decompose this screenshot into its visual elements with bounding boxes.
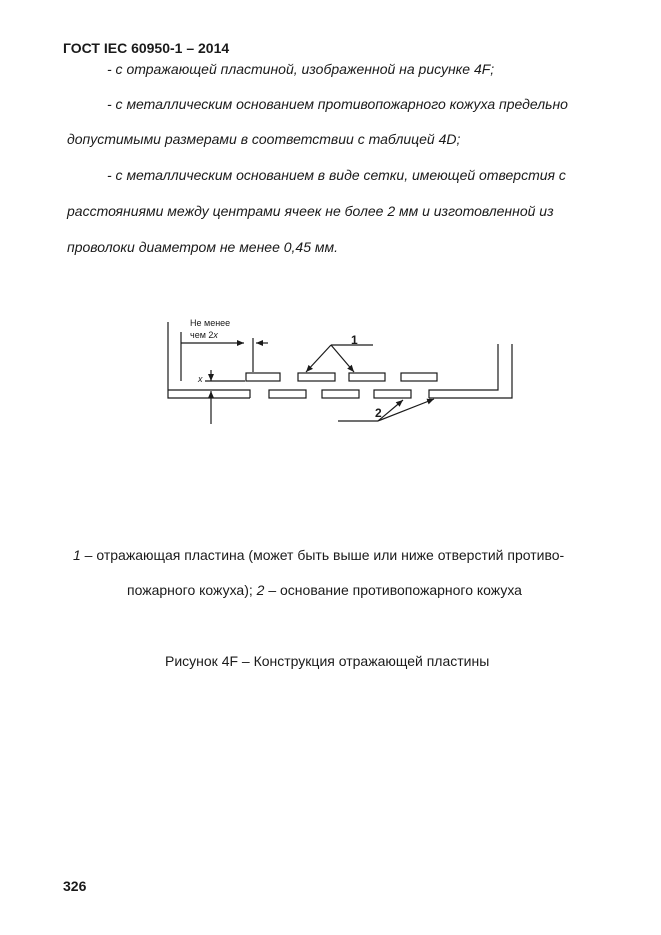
callout-1-label: 1 — [351, 333, 358, 347]
baffle-plate-3 — [349, 373, 385, 381]
figure-caption: Рисунок 4F – Конструкция отражающей пластины — [165, 653, 490, 669]
baffle-plate-1 — [246, 373, 280, 381]
body-line-5: расстояниями между центрами ячеек не более 2 мм и изготовленной из — [67, 203, 554, 219]
label-x: x — [198, 374, 203, 384]
callout-2-arrow-a — [378, 400, 403, 421]
baffle-plate-2 — [298, 373, 335, 381]
legend-text-3: – основание противопожарного кожуха — [264, 582, 522, 598]
legend-text-2: пожарного кожуха); — [127, 582, 257, 598]
legend-line-1 — [73, 547, 564, 563]
document-header: ГОСТ IEC 60950-1 – 2014 — [63, 40, 230, 56]
callout-1-arrow-b — [331, 345, 354, 372]
body-line-4: - с металлическим основанием в виде сетки, имеющей отверстия с — [107, 167, 566, 183]
body-line-3: допустимыми размерами в соответствии с таблицей 4D; — [67, 131, 461, 147]
base-segment-2 — [269, 390, 306, 398]
body-line-2: - с металлическим основанием противопожарного кожуха предельно — [107, 96, 568, 112]
page-number: 326 — [63, 878, 87, 894]
base-segment-1 — [168, 390, 250, 398]
legend-text-1: – отражающая пластина (может быть выше или ниже отверстий противо- — [80, 547, 565, 563]
callout-2-label: 2 — [375, 406, 382, 420]
baffle-plate-4 — [401, 373, 437, 381]
label-not-less-line2: чем 2x — [190, 330, 218, 340]
legend-line-2 — [127, 582, 522, 598]
label-not-less-line1: Не менее — [190, 318, 231, 328]
base-segment-4 — [374, 390, 411, 398]
base-segment-3 — [322, 390, 359, 398]
legend-num-2: 2 — [256, 582, 265, 598]
legend-num-1: 1 — [73, 547, 81, 563]
body-line-1: - с отражающей пластиной, изображенной на рисунке 4F; — [107, 61, 495, 77]
callout-1-arrow-a — [306, 345, 331, 372]
callout-2-arrow-b — [378, 399, 434, 421]
body-line-6: проволоки диаметром не менее 0,45 мм. — [67, 239, 338, 255]
base-segment-5 — [429, 344, 498, 398]
